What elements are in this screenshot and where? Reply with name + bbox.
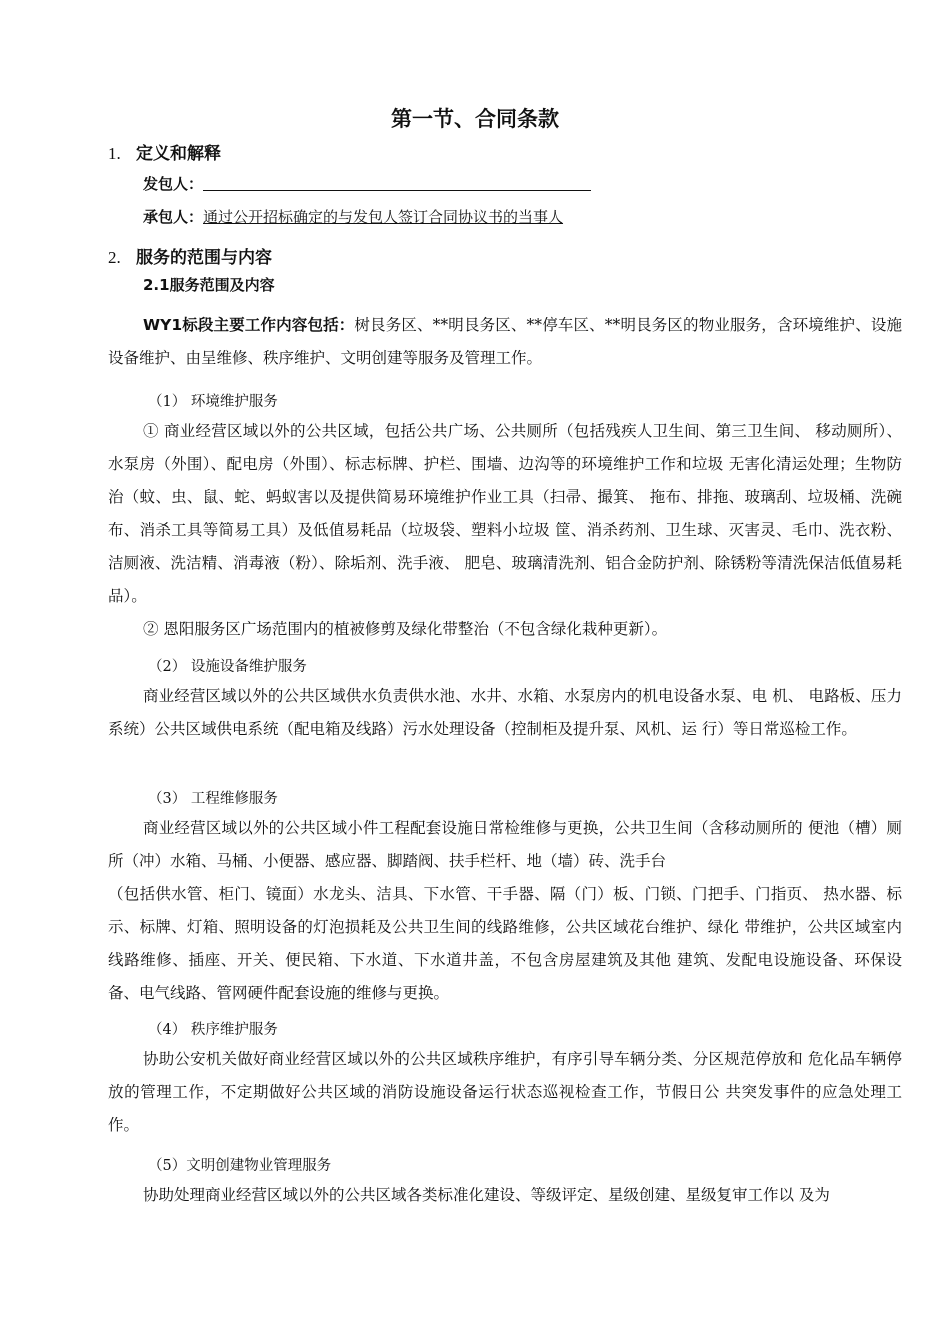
intro-bold: WY1标段主要工作内容包括： — [143, 316, 355, 334]
subsection-heading: 2.1服务范围及内容 — [143, 276, 275, 294]
employer-field — [143, 173, 591, 194]
item-paragraph: 协助处理商业经营区域以外的公共区域各类标准化建设、等级评定、星级创建、星级复审工作以 及为 — [143, 1186, 830, 1204]
section-title: 服务的范围与内容 — [136, 248, 272, 268]
intro-paragraph — [108, 309, 902, 375]
item-paragraph: ② 恩阳服务区广场范围内的植被修剪及绿化带整治（不包含绿化栽种更新）。 — [143, 620, 668, 638]
contractor-field — [143, 206, 563, 227]
page-title: 第一节、合同条款 — [391, 107, 559, 131]
item-heading-order: （4） 秩序维护服务 — [148, 1022, 278, 1038]
section-heading-scope — [108, 243, 272, 268]
item-heading-maintenance: （3） 工程维修服务 — [148, 791, 278, 807]
item-paragraph: 商业经营区域以外的公共区域小件工程配套设施日常检维修与更换，公共卫生间（含移动厕所的 便池（槽）厕所（冲）水箱、马桶、小便器、感应器、脚踏阀、扶手栏杆、地（墙）砖、洗手台 — [108, 819, 902, 870]
item-heading-civilization: （5）文明创建物业管理服务 — [148, 1158, 332, 1174]
section-number: 2. — [108, 248, 121, 267]
item-paragraph: 商业经营区域以外的公共区域供水负责供水池、水井、水箱、水泵房内的机电设备水泵、电 机、 电路板、压力系统）公共区域供电系统（配电箱及线路）污水处理设备（控制柜及提升泵、风机、运 行）等日常巡检工作。 — [108, 687, 902, 738]
section-number: 1. — [108, 144, 121, 163]
item-heading-facilities: （2） 设施设备维护服务 — [148, 659, 307, 675]
section-heading-definitions — [108, 139, 221, 164]
section-title: 定义和解释 — [136, 144, 221, 164]
intro-text: 树艮务区、**明艮务区、**停车区、**明艮务区的物业服务，含环境维护、设施 设备维护、由呈维修、秩序维护、文明创建等服务及管理工作。 — [108, 316, 902, 367]
contractor-value: 通过公开招标确定的与发包人签订合同协议书的当事人 — [203, 208, 564, 226]
item-heading-environment: （1） 环境维护服务 — [148, 394, 278, 410]
employer-blank-line — [203, 174, 591, 191]
contractor-label: 承包人： — [143, 208, 204, 226]
item-paragraph: ① 商业经营区域以外的公共区域，包括公共广场、公共厕所（包括残疾人卫生间、第三卫生间、 移动厕所）、水泵房（外围）、配电房（外围）、标志标牌、护栏、围墙、边沟等的环境维护工作和垃圾 无害化清运处理；生物防治（蚊、虫、鼠、蛇、蚂蚁害以及提供简易环境维护作业工具（扫帚、撮箕、 拖布、排拖、玻璃刮、垃圾桶、洗碗布、消杀工具等简易工具）及低值易耗品（垃圾袋、塑料小垃圾 筐、消杀药剂、卫生球、灭害灵、毛巾、洗衣粉、洁厕液、洗洁精、消毒液（粉）、除垢剂、洗手液、 肥皂、玻璃清洗剂、铝合金防护剂、除锈粉等清洗保洁低值易耗品）。 — [108, 422, 902, 605]
item-paragraph: 协助公安机关做好商业经营区域以外的公共区域秩序维护，有序引导车辆分类、分区规范停放和 危化品车辆停放的管理工作，不定期做好公共区域的消防设施设备运行状态巡视检查工作，节假日公 共突发事件的应急处理工作。 — [108, 1050, 902, 1134]
employer-label: 发包人： — [143, 175, 204, 193]
item-paragraph: （包括供水管、柜门、镜面）水龙头、洁具、下水管、干手器、隔（门）板、门锁、门把手、门指页、 热水器、标示、标牌、灯箱、照明设备的灯泡损耗及公共卫生间的线路维修，公共区域花台维护、绿化 带维护，公共区域室内线路维修、插座、开关、便民箱、下水道、下水道井盖，不包含房屋建筑及其他 建筑、发配电设施设备、环保设备、电气线路、管网硬件配套设施的维修与更换。 — [108, 885, 902, 1002]
